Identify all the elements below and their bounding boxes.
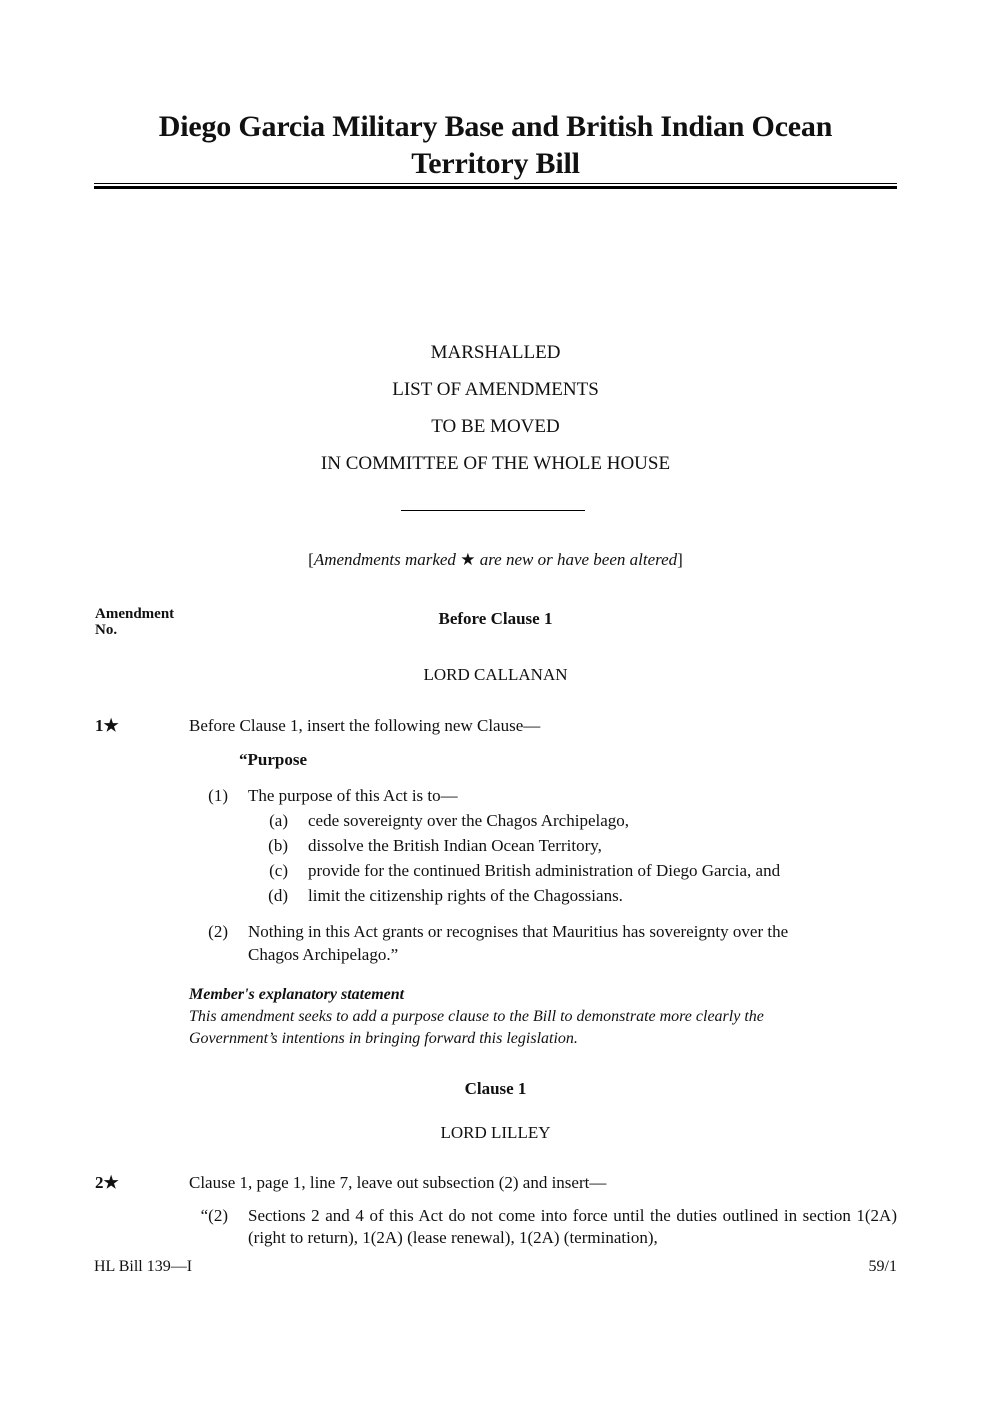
star-icon: ★ (460, 550, 476, 569)
paragraph-a-text: cede sovereignty over the Chagos Archipelago, (308, 811, 630, 830)
subsection-label-1: (1) (208, 786, 228, 805)
title-rule-thick (94, 186, 897, 189)
title-rule-thin (94, 183, 897, 184)
paragraph-label-b: (b) (268, 836, 288, 855)
section-heading-before-clause-1: Before Clause 1 (438, 609, 553, 628)
explanatory-statement-title: Member's explanatory statement (189, 986, 405, 1003)
paragraph-d-text: limit the citizenship rights of the Chagossians. (308, 886, 623, 905)
footer-bill-reference: HL Bill 139—I (94, 1258, 193, 1275)
paragraph-b-text: dissolve the British Indian Ocean Territory, (308, 836, 602, 855)
member-name-lilley: LORD LILLEY (440, 1123, 551, 1142)
subsection-2-text-line-2: Chagos Archipelago.” (248, 945, 399, 964)
amendments-note: [Amendments marked ★ are new or have been altered] (308, 550, 683, 569)
heading-line-committee: IN COMMITTEE OF THE WHOLE HOUSE (320, 453, 671, 474)
member-name-callanan: LORD CALLANAN (423, 665, 568, 684)
paragraph-label-a: (a) (269, 811, 288, 830)
heading-line-marshalled: MARSHALLED (430, 342, 561, 363)
paragraph-c-text: provide for the continued British administration of Diego Garcia, and (308, 861, 781, 880)
inserted-subsection-2-text: Sections 2 and 4 of this Act do not come into force until the duties outlined in section 1(2A) (right to return), 1(2A) (lease renewal), 1(2A) (termination), (248, 1206, 897, 1247)
amendment-number-1: 1★ (95, 716, 119, 735)
bill-title (94, 108, 897, 182)
amendment-1-instruction: Before Clause 1, insert the following new Clause— (189, 716, 541, 735)
bill-title-line-1: Diego Garcia Military Base and British Indian Ocean (158, 110, 833, 143)
heading-line-list: LIST OF AMENDMENTS (392, 379, 599, 400)
subsection-2-text-line-1: Nothing in this Act grants or recognises that Mauritius has sovereignty over the (248, 922, 789, 941)
new-clause-title: “Purpose (239, 750, 307, 769)
bill-title-line-2: Territory Bill (411, 147, 580, 180)
amendment-2-instruction: Clause 1, page 1, line 7, leave out subsection (2) and insert— (189, 1173, 607, 1192)
section-heading-clause-1: Clause 1 (464, 1079, 527, 1098)
heading-line-moved: TO BE MOVED (431, 416, 560, 437)
amendment-number-column-label: Amendment No. (95, 606, 175, 638)
heading-separator (401, 510, 585, 511)
footer-page-number: 59/1 (868, 1258, 897, 1275)
inserted-subsection-label-2: “(2) (200, 1206, 228, 1225)
subsection-1-text: The purpose of this Act is to— (248, 786, 458, 805)
paragraph-label-d: (d) (268, 886, 288, 905)
paragraph-label-c: (c) (269, 861, 288, 880)
explanatory-statement-text: This amendment seeks to add a purpose clause to the Bill to demonstrate more clearly the Government’s intentions in bringing forward this legislation. (189, 1008, 764, 1047)
subsection-label-2: (2) (208, 922, 228, 941)
amendment-number-2: 2★ (95, 1173, 119, 1192)
